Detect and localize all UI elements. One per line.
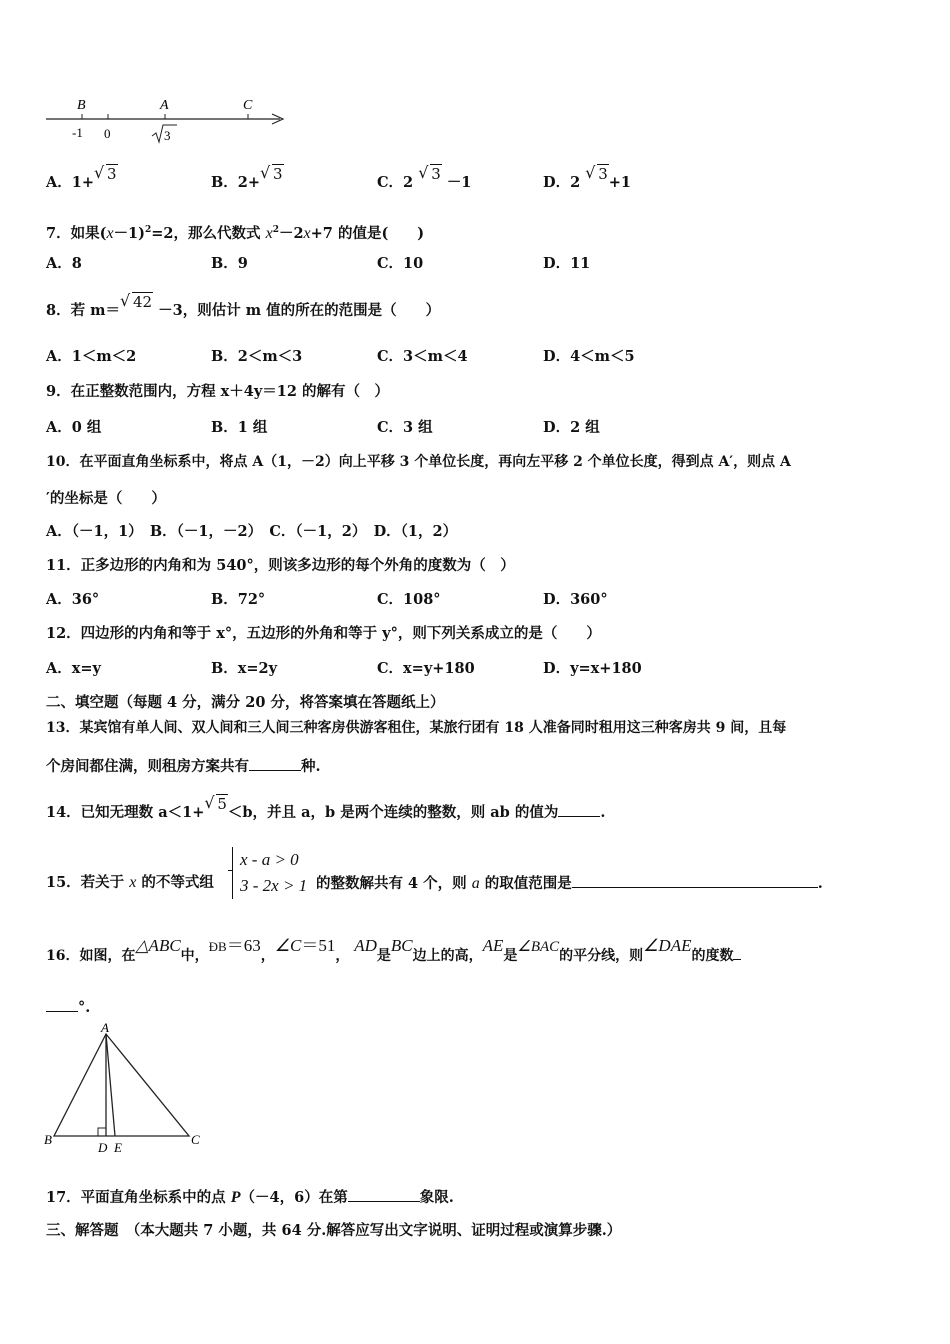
q14-stem: 14．已知无理数 a＜1+√ 5＜b，并且 a，b 是两个连续的整数，则 ab 的值为 .: [46, 802, 605, 823]
q16-stem-line2: °.: [46, 997, 90, 1018]
inequality-1: x - a > 0: [240, 850, 299, 869]
q12-stem: 12．四边形的内角和等于 x°，五边形的外角和等于 y°，则下列关系成立的是（ ）: [46, 625, 601, 642]
q8-option-c: C．3＜m＜4: [377, 348, 468, 365]
section-2-heading: 二、填空题（每题 4 分，满分 20 分，将答案填在答题纸上）: [46, 694, 445, 711]
q8-stem: 8．若 m＝√ 42 －3，则估计 m 值的所在的范围是（ ）: [46, 300, 440, 321]
vertex-b-label: B: [44, 1132, 52, 1147]
q8-option-b: B．2＜m＜3: [211, 348, 303, 365]
q12-option-a: A．x=y: [46, 660, 101, 677]
q11-stem: 11．正多边形的内角和为 540°，则该多边形的每个外角的度数为（ ）: [46, 557, 515, 574]
sqrt-42: √ 42: [120, 292, 153, 312]
q6-c-text: C．2: [377, 174, 414, 191]
q6-option-b: [211, 165, 284, 193]
q7-option-b: B．9: [211, 255, 248, 272]
q6-d-text: D．2: [543, 174, 581, 191]
tick-label-sqrt3: 3: [164, 128, 171, 143]
sqrt-3: √ 3: [94, 164, 118, 184]
q12-option-c: C．x=y+180: [377, 660, 475, 677]
q6-c-post: －1: [446, 174, 472, 191]
point-a-label: A: [160, 98, 169, 113]
vertex-c-label: C: [191, 1132, 200, 1147]
q7-option-d: D．11: [543, 255, 591, 272]
q11-option-a: A．36°: [46, 591, 100, 608]
q6-b-text: B．2+: [211, 174, 260, 191]
point-b-label: B: [77, 98, 86, 113]
q7-stem: 7．如果$(x-1)^2=2$，那么代数式 $x^2-2x+7$ 的值是( ): [46, 224, 425, 242]
inequality-2: 3 - 2x > 1: [240, 876, 308, 895]
q6-option-c: [377, 165, 472, 193]
q9-option-b: B．1 组: [211, 419, 268, 436]
q10-stem-line2: ′的坐标是（ ）: [46, 490, 166, 507]
q17-stem: 17．平面直角坐标系中的点 P（－4，6）在第 象限.: [46, 1189, 454, 1206]
answer-blank[interactable]: [46, 997, 78, 1012]
answer-blank[interactable]: [733, 945, 741, 960]
q11-option-c: C．108°: [377, 591, 441, 608]
q12-option-b: B．x=2y: [211, 660, 278, 677]
q6-option-d: [543, 165, 632, 193]
q8-option-a: A．1＜m＜2: [46, 348, 137, 365]
q9-stem: 9．在正整数范围内，方程 x＋4y＝12 的解有（ ）: [46, 383, 390, 400]
tick-label-neg1: -1: [72, 125, 83, 140]
sqrt-3: √ 3: [260, 164, 284, 184]
q13-stem-line1: 13．某宾馆有单人间、双人间和三人间三种客房供游客租住，某旅行团有 18 人准备同时租用这三种客房共 9 间，且每: [46, 720, 787, 736]
tick-label-zero: 0: [104, 126, 111, 141]
q9-option-c: C．3 组: [377, 419, 433, 436]
q8-option-d: D．4＜m＜5: [543, 348, 635, 365]
q13-stem-line2: 个房间都住满，则租房方案共有 种.: [46, 758, 321, 775]
vertex-a-label: A: [101, 1020, 109, 1035]
q11-option-b: B．72°: [211, 591, 266, 608]
point-c-label: C: [243, 98, 253, 113]
q6-a-text: A．1+: [46, 174, 94, 191]
triangle-figure: [36, 1020, 211, 1160]
q6-d-post: +1: [608, 174, 632, 191]
q12-option-d: D．y=x+180: [543, 660, 642, 677]
point-d-label: D: [98, 1140, 108, 1155]
q9-option-a: A．0 组: [46, 419, 102, 436]
q7-option-a: A．8: [46, 255, 82, 272]
q11-option-d: D．360°: [543, 591, 608, 608]
answer-blank[interactable]: [348, 1187, 420, 1202]
section-3-heading: 三、解答题 （本大题共 7 小题，共 64 分.解答应写出文字说明、证明过程或演算步骤.）: [46, 1222, 622, 1239]
inequality-system: [232, 847, 307, 899]
sqrt-3: √ 3: [418, 164, 442, 184]
answer-blank[interactable]: [572, 873, 818, 888]
q6-option-a: [46, 165, 118, 193]
sqrt-5: √ 5: [204, 794, 228, 814]
q16-stem: 16．如图，在△ABC中，ÐB＝63，∠C＝51， AD是BC边上的高，AE是∠BAC的平分线，则∠DAE的度数: [46, 945, 741, 966]
answer-blank[interactable]: [249, 756, 301, 771]
number-line-figure: [40, 94, 300, 152]
q15-stem-pre: 15．若关于 x 的不等式组: [46, 874, 214, 891]
answer-blank[interactable]: [558, 802, 600, 817]
q7-option-c: C．10: [377, 255, 424, 272]
q15-stem-post: 的整数解共有 4 个，则 a 的取值范围是 .: [316, 875, 823, 892]
sqrt-3: √ 3: [585, 164, 609, 184]
q9-option-d: D．2 组: [543, 419, 600, 436]
q10-stem-line1: 10．在平面直角坐标系中，将点 A（1，－2）向上平移 3 个单位长度，再向左平移 2 个单位长度，得到点 A′，则点 A: [46, 454, 791, 470]
point-e-label: E: [114, 1140, 122, 1155]
q10-options: A．（－1，1） B．（－1，－2） C．（－1，2） D．（1，2）: [46, 523, 458, 540]
